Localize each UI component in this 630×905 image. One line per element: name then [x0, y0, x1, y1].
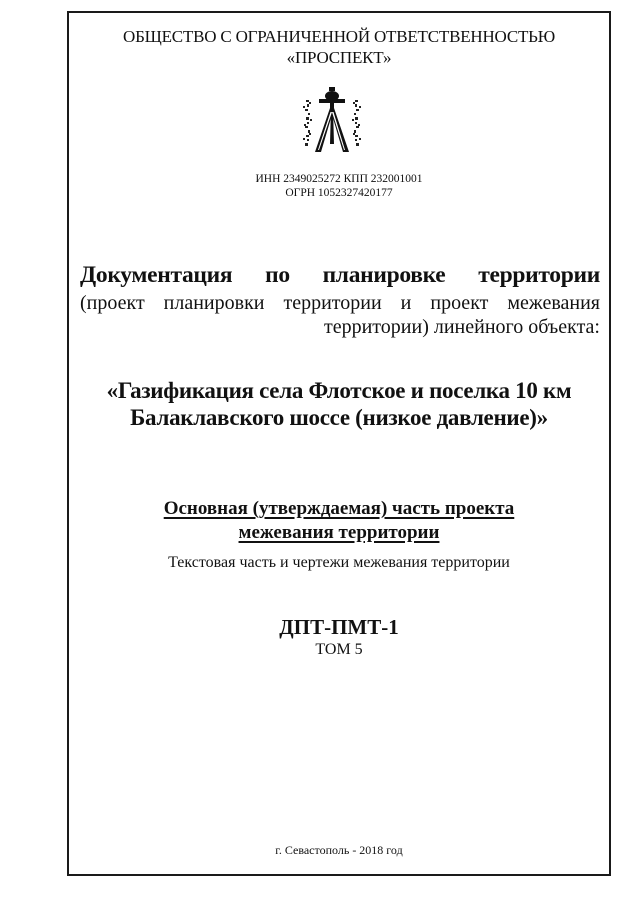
document-subtitle — [80, 291, 600, 339]
section-heading-line2: межевания территории — [238, 522, 440, 543]
document-subtitle-line2: территории) линейного объекта: — [323, 316, 600, 338]
organization-name-line2: «ПРОСПЕКТ» — [286, 48, 392, 67]
tax-id-line: ИНН 2349025272 КПП 232001001 — [255, 173, 423, 185]
volume-number: ТОМ 5 — [315, 641, 363, 658]
document-title: Документация по планировке территории — [80, 262, 600, 288]
object-name — [67, 377, 611, 431]
object-name-line2: Балаклавского шоссе (низкое давление)» — [130, 405, 548, 430]
section-heading — [67, 497, 611, 545]
surveyor-tripod-logo-icon — [297, 86, 367, 154]
object-name-line1: «Газификация села Флотское и поселка 10 км — [106, 378, 572, 403]
document-code: ДПТ-ПМТ-1 — [279, 615, 399, 639]
section-description: Текстовая часть и чертежи межевания территории — [168, 554, 510, 571]
organization-name-line1: ОБЩЕСТВО С ОГРАНИЧЕННОЙ ОТВЕТСТВЕННОСТЬЮ — [123, 27, 555, 46]
section-heading-line1: Основная (утверждаемая) часть проекта — [163, 498, 515, 519]
ogrn-line: ОГРН 1052327420177 — [285, 187, 393, 199]
place-and-year: г. Севастополь - 2018 год — [275, 843, 403, 857]
document-subtitle-line1: (проект планировки территории и проект межевания — [80, 292, 600, 314]
